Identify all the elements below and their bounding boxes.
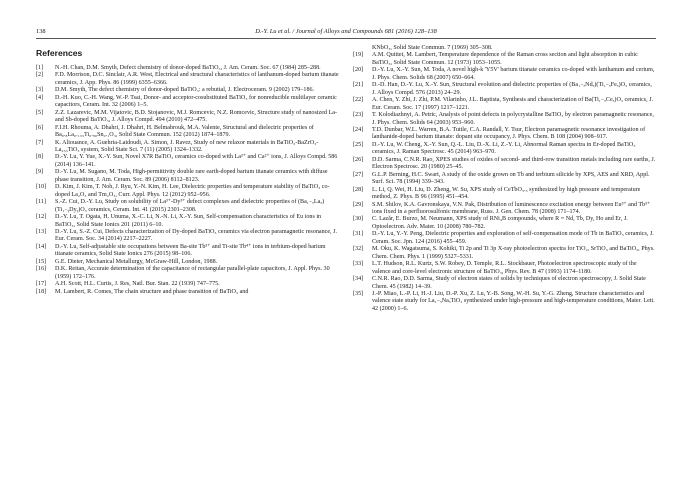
reference-number: [31] xyxy=(353,231,364,238)
reference-number: [28] xyxy=(353,186,364,193)
reference-number: [13] xyxy=(36,228,47,235)
reference-number: [6] xyxy=(36,124,44,131)
references-right-list xyxy=(353,52,656,313)
references-left-column xyxy=(36,65,339,296)
reference-text[interactable]: D.-Y. Lu, Y. Yue, X.-Y. Sun, Novel X7R BaTiO₃ ceramics co-doped with La³⁺ and Ca²⁺ ions, J. Alloys Compd. 586 (2014) 136–141. xyxy=(55,154,338,168)
running-header xyxy=(36,28,656,38)
reference-item[interactable] xyxy=(353,202,656,217)
reference-item[interactable] xyxy=(353,142,656,157)
reference-item[interactable] xyxy=(36,140,339,155)
reference-item[interactable] xyxy=(353,231,656,246)
reference-text[interactable]: G.L.P. Berning, H.C. Swart, A study of the oxide grown on Tb and terbium silicide by XPS, AES and XRD, Appl. Surf. Sci. 78 (1994) 339–343. xyxy=(372,171,650,186)
reference-number: [8] xyxy=(36,154,44,161)
reference-text[interactable]: G.E. Dieter, Mechanical Metallurgy, McGraw-Hill, London, 1988. xyxy=(55,258,218,265)
reference-text[interactable]: D.M. Smyth, The defect chemistry of donor-doped BaTiO₃: a rebuttal, J. Electroceram. 9 (2002) 179–186. xyxy=(55,87,315,94)
reference-number: [17] xyxy=(36,281,47,288)
reference-text[interactable]: F.I.H. Rhouma, A. Dhahri, J. Dhahri, H. Belmabrouk, M.A. Valente, Structural and dielectric properties of Ba₀.₈La₀.₁₃₃Ti₀.₉₀Sn₀.₁O₃, Solid State Commun. 152 (2012) 1874–1879. xyxy=(55,124,314,139)
reference-text[interactable]: D.-Y. Lu, T. Ogata, H. Unuma, X.-C. Li, N.-N. Li, X.-Y. Sun, Self-compensation characteristics of Eu ions in BaTiO₃, Solid State Ionics 201 (2011) 6–10. xyxy=(55,214,322,228)
reference-number: [25] xyxy=(353,141,364,148)
reference-text[interactable]: D.K. Reitan, Accurate determination of the capacitance of rectangular parallel-plate capacitors, J. Appl. Phys. 30 (1959) 172–176. xyxy=(55,266,330,280)
reference-text[interactable]: L.T. Hudson, R.L. Kurtz, S.W. Robey, D. Temple, R.L. Stockbauer, Photoelectron spectroscopic study of the valence and core-level electronic structure of BaTiO₃, Phys. Rev. B 47 (1993) 1174–1180. xyxy=(372,261,637,275)
reference-text[interactable]: C.N.R. Rao, D.D. Sarma, Study of electron states of solids by techniques of electron spectroscopy, J. Solid State Chem. 45 (1982) 14–39. xyxy=(372,276,646,290)
reference-item[interactable] xyxy=(353,97,656,112)
reference-number: [23] xyxy=(353,112,364,119)
reference-text[interactable]: D.D. Sarma, C.N.R. Rao, XPES studies of oxides of second- and third-row transition metals including rare earths, J. Electron Spectrosc. 20 (1980) 25–45. xyxy=(372,156,656,171)
reference-text[interactable]: M. Oku, K. Wagatsuma, S. Kohiki, Ti 2p and Ti 3p X-ray photoelectron spectra for TiO₂, SrTiO₃ and BaTiO₃, Phys. Chem. Chem. Phys. 1 (1999) 5327–5331. xyxy=(372,246,655,260)
reference-number: [20] xyxy=(353,67,364,74)
page-number: 138 xyxy=(36,28,46,35)
reference-item[interactable] xyxy=(353,67,656,82)
reference-text[interactable]: D.-Y. Lu, M. Sugano, M. Toda, High-permittivity double rare earth-doped barium titanate ceramics with diffuse phase transition, J. Am. Ceram. Soc. 89 (2006) 8112–8123. xyxy=(55,169,328,183)
reference-item[interactable] xyxy=(36,244,339,259)
reference-text[interactable]: F.D. Morrison, D.C. Sinclair, A.R. West, Electrical and structural characteristics of lanthanum-doped barium titanate ceramics, J. App. Phys. 86 (1999) 6355–6366. xyxy=(55,72,339,86)
reference-number: [5] xyxy=(36,109,44,116)
reference-item[interactable] xyxy=(353,291,656,313)
reference-number: [1] xyxy=(36,65,44,71)
reference-text[interactable]: L. Li, Q. Wei, H. Liu, D. Zheng, W. Su, XPS study of CeTbO₃.₃ synthesized by high pressure and temperature method, Z. Phys. B 96 (1995) 451–454. xyxy=(372,186,641,201)
reference-item[interactable] xyxy=(36,110,339,125)
reference-text[interactable]: A. Chen, Y. Zhi, J. Zhi, P.M. Vilarinho, J.L. Baptista, Synthesis and characterization of Ba(Ti₁₋ₓCeₓ)O₃ ceramics, J. Eur. Ceram. Soc. 17 (1997) 1217–1221. xyxy=(372,97,654,111)
reference-item[interactable] xyxy=(36,199,339,214)
journal-page xyxy=(36,28,656,468)
reference-number: [2] xyxy=(36,72,44,79)
reference-number: [15] xyxy=(36,258,47,265)
reference-item[interactable] xyxy=(36,125,339,140)
reference-number: [11] xyxy=(36,199,46,206)
reference-number: [18] xyxy=(36,288,47,295)
reference-item[interactable] xyxy=(36,154,339,169)
reference-number: [27] xyxy=(353,171,364,178)
reference-item[interactable] xyxy=(36,72,339,87)
reference-text[interactable]: D.-Y. Lu, W. Cheng, X.-Y. Sun, Q.-L. Liu, D.-X. Li, Z.-Y. Li, Abnormal Raman spectra in Er-doped BaTiO₃ ceramics, J. Raman Spectrosc. 45 (2014) 963–970. xyxy=(372,141,636,156)
reference-number: [35] xyxy=(353,290,364,297)
reference-number: [10] xyxy=(36,184,47,191)
reference-text[interactable]: S.-Z. Cui, D.-Y. Lu, Study on solubility of La³⁺-Dy³⁺ defect complexes and dielectric properties of (Ba₁₋ₓLaₓ)(Ti₁₋ᵧDyᵧ)O₃ ceramics, Ceram. Int. 41 (2015) 2301–2308. xyxy=(55,199,325,213)
reference-number: [30] xyxy=(353,216,364,223)
reference-item[interactable] xyxy=(353,187,656,202)
reference-text[interactable]: Z.Z. Lazarevic, M.M. Vijatovic, B.D. Stojanovic, M.J. Romcevic, N.Z. Romcevic, Structure study of nanosized La- and Sb-doped BaTiO₃, J. Alloys Compd. 494 (2010) 472–475. xyxy=(55,109,337,124)
reference-item[interactable] xyxy=(353,127,656,142)
reference-text[interactable]: C. Lazăr, E. Burzo, M. Neumann, XPS study of RNi₄B compounds, where R = Nd, Tb, Dy, Ho and Er, J. Optoelectron. Adv. Mater. 10 (2008) 780–782. xyxy=(372,216,628,230)
reference-item[interactable] xyxy=(36,95,339,110)
reference-number: [21] xyxy=(353,82,364,89)
reference-number: [26] xyxy=(353,156,364,163)
references-right-column xyxy=(353,45,656,313)
reference-number: [7] xyxy=(36,139,44,146)
journal-citation-line: D.-Y. Lu et al. / Journal of Alloys and Compounds 681 (2016) 128–138 xyxy=(255,28,437,35)
reference-number: [19] xyxy=(353,52,364,59)
reference-number: [29] xyxy=(353,201,364,208)
reference-item[interactable] xyxy=(353,82,656,97)
section-title: References xyxy=(36,48,83,58)
reference-number: [34] xyxy=(353,276,364,283)
reference-item[interactable] xyxy=(353,172,656,187)
reference-item[interactable] xyxy=(36,184,339,199)
reference-item[interactable] xyxy=(36,281,339,288)
reference-item[interactable] xyxy=(36,214,339,229)
reference-item[interactable] xyxy=(36,87,339,94)
reference-text[interactable]: D.-Y. Lu, S.-Z. Cui, Defects characterization of Dy-doped BaTiO₃ ceramics via electron paramagnetic resonance, J. Eur. Ceram. Soc. 34 (2014) 2217–2227. xyxy=(55,228,337,243)
reference-item[interactable] xyxy=(36,266,339,281)
reference-text[interactable]: J.-P. Miao, L.-P. Li, H.-J. Liu, D.-P. Xu, Z. Lu, Y.-B. Song, W.-H. Su, Y.-G. Zheng, Structure characteristics and valence state study for La₁₋ₓNaₓTiO₃ synthesized under high-pressure and high-temperature conditions, Mater. Lett. 42 (2000) 1–6. xyxy=(372,290,655,312)
reference-item[interactable] xyxy=(353,112,656,127)
reference-text[interactable]: A.H. Scott, H.L. Curtis, J. Res, Natl. Bur. Stan. 22 (1939) 747–775. xyxy=(55,281,220,288)
reference-text[interactable]: D.-D. Han, D.-Y. Lu, X.-Y. Sun, Structural evolution and dielectric properties of (Ba₁₋ₓNdₓ)(Ti₁₋ₓFeₓ)O₃ ceramics, J. Alloys Compd. 576 (2013) 24–29. xyxy=(372,82,652,96)
reference-number: [4] xyxy=(36,94,44,101)
reference-text[interactable]: T.D. Dunbar, W.L. Warren, B.A. Tuttle, C.A. Randall, Y. Tsur, Electron paramagnetic resonance investigation of lanthanide-doped barium titanate: dopant site occupancy, J. Phys. Chem. B 108 (2004) 908–917. xyxy=(372,126,646,141)
reference-text[interactable]: T. Kolodiazhnyi, A. Petric, Analysis of point defects in polycrystalline BaTiO₃ by electron paramagnetic resonance, J. Phys. Chem. Solids 64 (2003) 953–960. xyxy=(372,112,654,126)
reference-item[interactable] xyxy=(353,157,656,172)
reference-text[interactable]: D.-Y. Lu, X.-Y. Sun, M. Toda, A novel high-k 'Y5V' barium titanate ceramics co-doped with lanthanum and cerium, J. Phys. Chem. Solids 68 (2007) 650–664. xyxy=(372,67,655,81)
reference-text[interactable]: M. Lambert, R. Comes, The chain structure and phase transition of BaTiO₃ and xyxy=(55,288,249,295)
reference-text[interactable]: A.M. Quittet, M. Lambert, Temperature dependence of the Raman cross section and light absorption in cubic BaTiO₃, Solid State Commun. 12 (1973) 1053–1055. xyxy=(372,52,638,66)
reference-number: [9] xyxy=(36,169,44,176)
reference-continuation: KNbO₃, Solid State Commun. 7 (1969) 305–308. xyxy=(372,45,493,51)
reference-item[interactable] xyxy=(353,52,656,67)
reference-text[interactable]: S.M. Shilov, K.A. Gavronskaya, V.N. Pak, Distribution of luminescence excitation energy between Eu³⁺ and Tb³⁺ ions fixed in a perfluorosulfonic membrane, Russ. J. Gen. Chem. 78 (2008) 171–174. xyxy=(372,201,651,215)
reference-item[interactable] xyxy=(353,216,656,231)
reference-item[interactable] xyxy=(353,276,656,291)
reference-number: [22] xyxy=(353,97,364,104)
reference-item[interactable] xyxy=(353,246,656,261)
reference-item[interactable] xyxy=(36,289,339,296)
reference-item[interactable] xyxy=(36,169,339,184)
reference-number: [33] xyxy=(353,261,364,268)
reference-number: [24] xyxy=(353,126,364,133)
reference-item[interactable] xyxy=(36,229,339,244)
reference-item[interactable] xyxy=(353,261,656,276)
reference-text[interactable]: D.-Y. Lu, Self-adjustable site occupations between Ba-site Tb³⁺ and Ti-site Tb⁴⁺ ions in terbium-doped barium titanate ceramics, Solid State Ionics 276 (2015) 98–106. xyxy=(55,243,326,258)
reference-number: [16] xyxy=(36,266,47,273)
header-rule xyxy=(36,38,656,39)
reference-number: [14] xyxy=(36,243,47,250)
reference-text[interactable]: K. Aliouance, A. Guehria-Laidoudi, A. Simon, J. Ravez, Study of new relaxor materials in BaTiO₃-BaZrO₃-La₂₃₃TiO₃ system, Solid State Sci. 7 (11) (2005) 1324–1332. xyxy=(55,139,319,153)
reference-text[interactable]: D.-Y. Lu, Y.-Y. Peng, Dielectric properties and exploration of self-compensation mode of Tb in BaTiO₃ ceramics, J. Ceram. Soc. Jpn. 124 (2016) 455–459. xyxy=(372,231,654,245)
reference-text[interactable]: N.-H. Chan, D.M. Smyth, Defect chemistry of donor-doped BaTiO₃, J. Am. Ceram. Soc. 67 (1984) 285–288. xyxy=(55,65,321,71)
reference-number: [32] xyxy=(353,246,364,253)
reference-text[interactable]: D. Kim, J. Kim, T. Noh, J. Ryu, Y.-N. Kim, H. Lee, Dielectric properties and temperature stability of BaTiO₃ co-doped La₂O₃ and Tm₂O₃, Curr. Appl. Phys. 12 (2012) 952–956. xyxy=(55,184,330,198)
reference-number: [12] xyxy=(36,214,47,221)
reference-number: [3] xyxy=(36,87,44,94)
reference-text[interactable]: D.-H. Kuo, C.-H. Wang, W.-P. Tsai, Donor- and acceptor-cosubstituted BaTiO₃ for nonreducible multilayer ceramic capacitors, Ceram. Int. 32 (2006) 1–5. xyxy=(55,94,337,109)
